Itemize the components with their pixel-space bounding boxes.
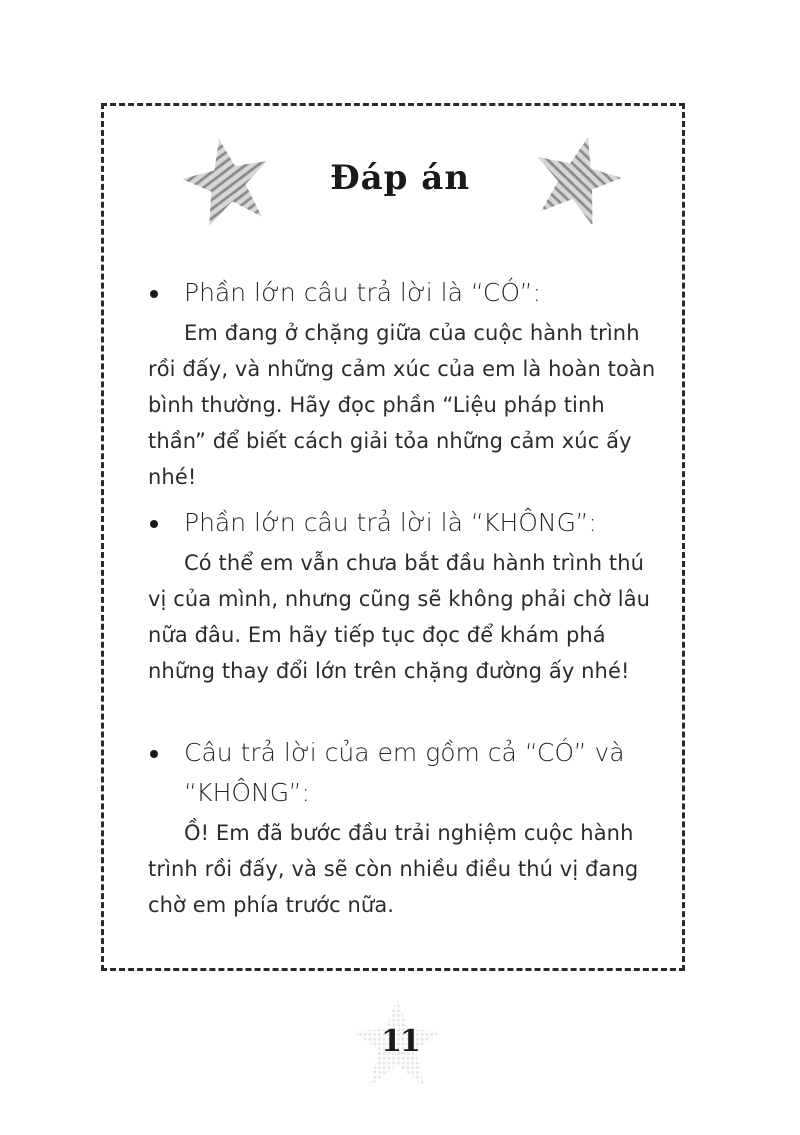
answer-body: Có thể em vẫn chưa bắt đầu hành trình thú vị của mình, nhưng cũng sẽ không phải chờ lâu nữa đâu. Em hãy tiếp tục đọc để khám phá những thay đổi lớn trên chặng đường ấy nhé!	[148, 551, 651, 683]
answer-heading-text: Phần lớn câu trả lời là “CÓ”:	[184, 278, 541, 307]
answer-heading-text: Phần lớn câu trả lời là “KHÔNG”:	[184, 508, 597, 537]
bullet-icon	[150, 750, 158, 758]
answer-section-yes	[148, 273, 663, 495]
answer-heading	[148, 273, 663, 313]
answer-section-no	[148, 503, 663, 689]
answer-heading	[148, 503, 663, 543]
page-title: Đáp án	[329, 158, 471, 198]
page-number: 11	[381, 1024, 419, 1059]
answer-section-mixed	[148, 733, 663, 923]
answer-heading-text: Câu trả lời của em gồm cả “CÓ” và “KHÔNG”:	[184, 738, 625, 807]
answer-heading	[148, 733, 663, 813]
bullet-icon	[150, 290, 158, 298]
bullet-icon	[150, 520, 158, 528]
answer-body: Ồ! Em đã bước đầu trải nghiệm cuộc hành trình rồi đấy, và sẽ còn nhiều điều thú vị đang chờ em phía trước nữa.	[148, 821, 639, 917]
answer-body: Em đang ở chặng giữa của cuộc hành trình rồi đấy, và những cảm xúc của em là hoàn toàn bình thường. Hãy đọc phần “Liệu pháp tinh thần” để biết cách giải tỏa những cảm xúc ấy nhé!	[148, 321, 656, 489]
